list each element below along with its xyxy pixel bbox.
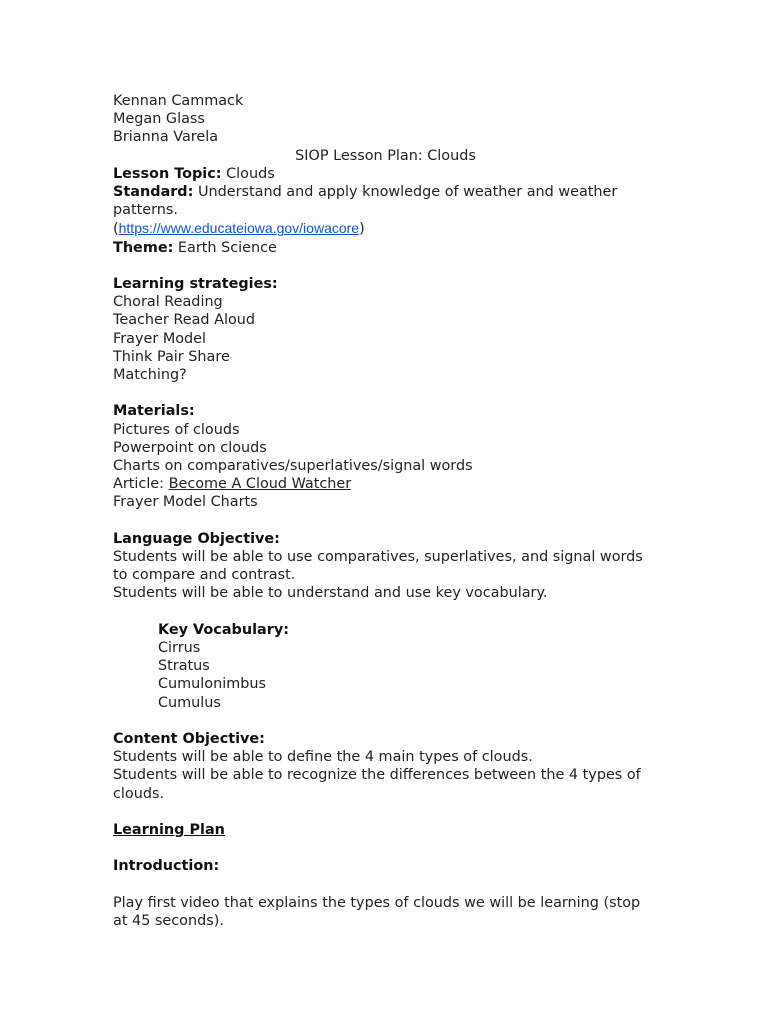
author-name: Megan Glass (113, 111, 205, 128)
paren-close: ) (359, 221, 365, 238)
language-objective-line: Students will be able to understand and use key vocabulary. (113, 585, 548, 602)
document-title: SIOP Lesson Plan: Clouds (295, 147, 476, 164)
spacer (113, 839, 658, 857)
spacer (113, 257, 658, 275)
spacer (113, 512, 658, 530)
material-item: Frayer Model Charts (113, 494, 258, 511)
key-vocabulary-block (113, 621, 658, 712)
introduction-heading: Introduction: (113, 858, 220, 875)
theme (113, 239, 658, 257)
key-vocabulary-heading: Key Vocabulary: (158, 621, 289, 638)
content-objective-heading: Content Objective: (113, 731, 265, 748)
material-article (113, 475, 658, 493)
spacer (113, 803, 658, 821)
author-name: Brianna Varela (113, 129, 219, 146)
lesson-topic (113, 165, 658, 183)
language-objective-line: Students will be able to use comparatives, superlatives, and signal words to compare and contrast. (113, 549, 643, 584)
standard (113, 183, 658, 219)
introduction-text: Play first video that explains the types of clouds we will be learning (stop at 45 seconds). (113, 894, 641, 930)
content-objective-line: Students will be able to define the 4 main types of clouds. (113, 749, 533, 766)
theme-value: Earth Science (177, 239, 277, 256)
lesson-topic-value: Clouds (226, 165, 275, 182)
material-item: Charts on comparatives/superlatives/signal words (113, 458, 473, 475)
vocabulary-item: Cirrus (158, 640, 201, 657)
spacer (113, 712, 658, 730)
standard-value: Understand and apply knowledge of weather and weather patterns. (113, 184, 618, 219)
iowa-core-link[interactable]: https://www.educateiowa.gov/iowacore (118, 220, 360, 237)
standard-link-line (113, 219, 658, 238)
lesson-topic-label: Lesson Topic: (113, 165, 222, 182)
material-item: Powerpoint on clouds (113, 439, 267, 456)
spacer (113, 876, 658, 894)
content-objective-line: Students will be able to recognize the differences between the 4 types of clouds. (113, 767, 641, 802)
material-item: Pictures of clouds (113, 421, 240, 438)
strategy-item: Choral Reading (113, 294, 223, 311)
strategy-item: Teacher Read Aloud (113, 312, 256, 329)
lesson-plan-document (113, 92, 658, 930)
standard-label: Standard: (113, 184, 194, 201)
author-name: Kennan Cammack (113, 93, 244, 109)
learning-plan-heading: Learning Plan (113, 822, 225, 839)
vocabulary-item: Stratus (158, 658, 210, 675)
spacer (113, 603, 658, 621)
strategy-item: Matching? (113, 367, 187, 384)
language-objective-heading: Language Objective: (113, 530, 280, 547)
materials-heading: Materials: (113, 403, 195, 420)
strategy-item: Think Pair Share (113, 348, 230, 365)
paren-open: ( (113, 221, 119, 238)
article-title: Become A Cloud Watcher (168, 476, 352, 493)
spacer (113, 384, 658, 402)
article-label: Article: (113, 476, 165, 493)
theme-label: Theme: (113, 239, 174, 256)
vocabulary-item: Cumulus (158, 694, 221, 711)
vocabulary-item: Cumulonimbus (158, 676, 266, 693)
strategy-item: Frayer Model (113, 330, 207, 347)
learning-strategies-heading: Learning strategies: (113, 276, 278, 293)
